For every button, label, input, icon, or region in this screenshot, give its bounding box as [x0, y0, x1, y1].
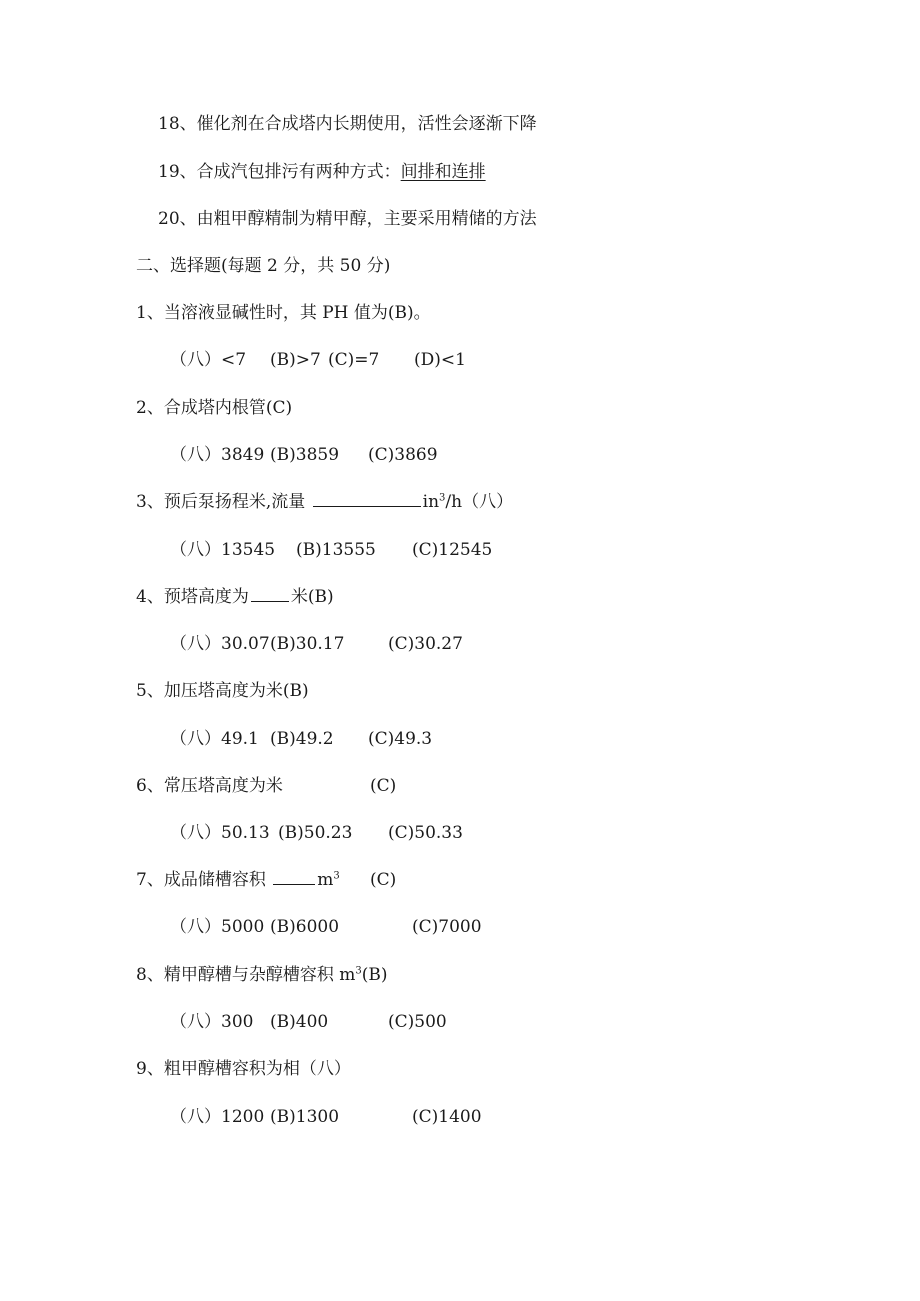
question-5-stem: 5、加压塔高度为米(B) [136, 681, 309, 701]
option-c: (C)1400 [412, 1107, 482, 1127]
unit-superscript: 3 [355, 965, 362, 977]
question-7-answer: (C) [370, 870, 397, 890]
answer-blank [251, 587, 289, 602]
option-c: (C)3869 [368, 445, 438, 465]
option-a: （八）13545 [170, 540, 276, 560]
option-b: (B)50.23 [278, 823, 353, 843]
option-b: (B)13555 [296, 540, 376, 560]
fill-item-19-answer: 间排和连排 [400, 162, 486, 182]
section-heading: 二、选择题(每题 2 分，共 50 分) [136, 256, 391, 276]
question-6-answer: (C) [370, 776, 397, 796]
option-a: （八）30.07 [170, 634, 270, 654]
question-8-answer: (B) [361, 965, 388, 985]
option-c: (C)30.27 [388, 634, 463, 654]
option-a: （八）49.1 [170, 729, 259, 749]
answer-blank [273, 870, 315, 885]
question-3-answer: /h（八） [445, 492, 514, 512]
question-1-stem: 1、当溶液显碱性时，其 PH 值为(B)。 [136, 303, 431, 323]
option-c: (C)12545 [412, 540, 493, 560]
question-7-stem [136, 869, 397, 891]
question-4-stem [136, 586, 334, 608]
option-b: (B)49.2 [270, 729, 334, 749]
answer-blank [313, 492, 421, 507]
fill-item-18: 18、催化剂在合成塔内长期使用，活性会逐渐下降 [158, 114, 537, 134]
question-4-text: 4、预塔高度为 [136, 587, 249, 607]
option-b: (B)400 [270, 1012, 329, 1032]
option-a: （八）1200 [170, 1107, 265, 1127]
option-c: (C)=7 [328, 350, 380, 370]
option-c: (C)50.33 [388, 823, 463, 843]
fill-item-19 [158, 161, 486, 183]
question-9-stem: 9、粗甲醇槽容积为相（八） [136, 1059, 351, 1079]
question-7-text: 7、成品储槽容积 [136, 870, 266, 890]
option-b: (B)1300 [270, 1107, 340, 1127]
option-c: (C)7000 [412, 917, 482, 937]
question-2-stem: 2、合成塔内根管(C) [136, 398, 293, 418]
option-d: (D)<1 [414, 350, 466, 370]
question-6-stem [136, 775, 397, 797]
option-c: (C)500 [388, 1012, 447, 1032]
option-c: (C)49.3 [368, 729, 433, 749]
question-3-stem [136, 491, 513, 513]
option-a: （八）<7 [170, 350, 247, 370]
option-a: （八）300 [170, 1012, 254, 1032]
option-b: (B)30.17 [270, 634, 345, 654]
option-a: （八）50.13 [170, 823, 270, 843]
question-6-text: 6、常压塔高度为米 [136, 776, 283, 796]
option-b: (B)6000 [270, 917, 340, 937]
unit-superscript: 3 [333, 870, 340, 882]
question-3-text: 3、预后泵扬程米,流量 [136, 492, 306, 512]
option-a: （八）5000 [170, 917, 265, 937]
option-a: （八）3849 [170, 445, 265, 465]
question-8-stem [136, 964, 387, 986]
option-b: (B)>7 [270, 350, 321, 370]
fill-item-20: 20、由粗甲醇精制为精甲醇，主要采用精储的方法 [158, 209, 537, 229]
unit-superscript: 3 [439, 492, 446, 504]
unit-text: in [422, 492, 440, 512]
unit-text: m [317, 870, 334, 890]
question-4-answer: 米(B) [290, 587, 334, 607]
option-b: (B)3859 [270, 445, 340, 465]
question-8-text: 8、精甲醇槽与杂醇槽容积 m [136, 965, 356, 985]
fill-item-19-text: 19、合成汽包排污有两种方式： [158, 162, 401, 182]
